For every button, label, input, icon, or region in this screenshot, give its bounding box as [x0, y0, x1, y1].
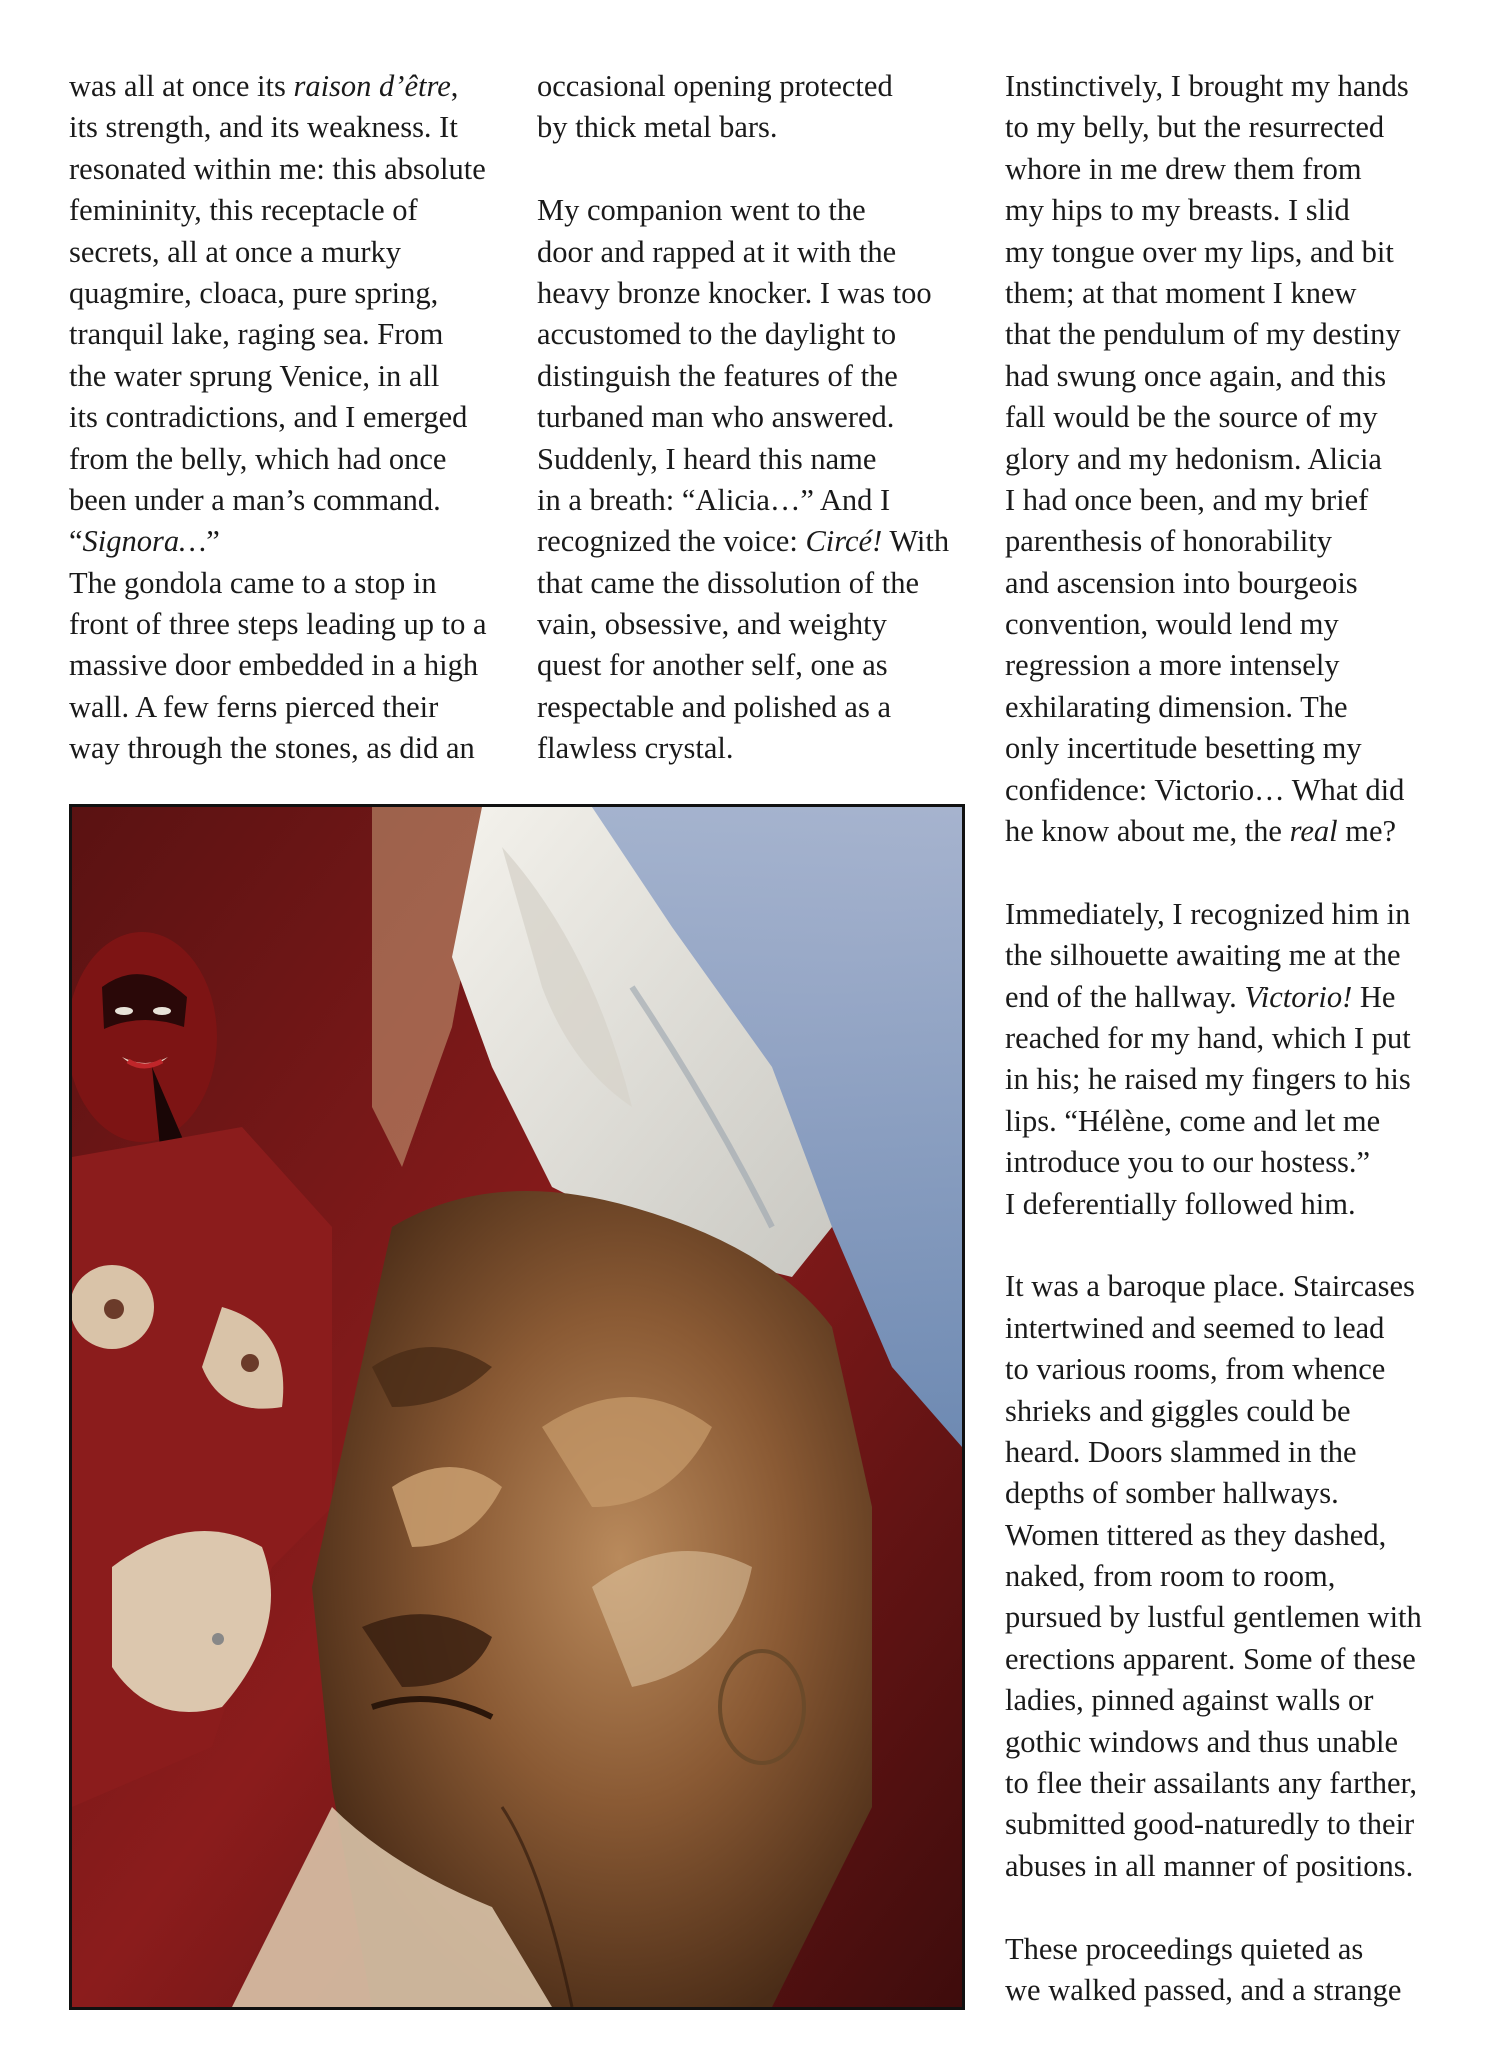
text-line: [1005, 1556, 1445, 1597]
text-run: These proceedings quieted as: [1005, 1931, 1364, 1966]
text-line: [69, 273, 499, 314]
text-line: [1005, 66, 1445, 107]
text-run: that the pendulum of my destiny: [1005, 317, 1401, 352]
text-line: [1005, 1018, 1445, 1059]
text-run: With: [882, 524, 950, 559]
text-run: femininity, this receptacle of: [69, 193, 418, 228]
text-line: [537, 356, 967, 397]
text-run: by thick metal bars.: [537, 110, 778, 145]
watercolor-illustration: [69, 804, 965, 2010]
text-run: regression a more intensely: [1005, 648, 1340, 683]
text-line: [69, 232, 499, 273]
illustration-artwork: [72, 807, 962, 2007]
italic-text: Circé!: [805, 524, 883, 559]
text-run: glory and my hedonism. Alicia: [1005, 441, 1382, 476]
text-line: [1005, 1142, 1445, 1183]
text-line: [1005, 107, 1445, 148]
text-run: quagmire, cloaca, pure spring,: [69, 275, 439, 310]
text-run: heavy bronze knocker. I was too: [537, 275, 932, 310]
text-line: [1005, 935, 1445, 976]
text-line: [1005, 314, 1445, 355]
text-line: [537, 521, 967, 562]
text-run: recognized the voice:: [537, 524, 806, 559]
text-run: The gondola came to a stop in: [69, 565, 437, 600]
text-line: [1005, 1515, 1445, 1556]
text-line: [537, 563, 967, 604]
text-line: [1005, 645, 1445, 686]
text-line: [537, 439, 967, 480]
text-run: submitted good-naturedly to their: [1005, 1807, 1415, 1842]
text-run: my hips to my breasts. I slid: [1005, 193, 1350, 228]
text-run: in a breath: “Alicia…” And I: [537, 482, 891, 517]
text-run: to flee their assailants any farther,: [1005, 1766, 1418, 1801]
text-run: flawless crystal.: [537, 731, 734, 766]
text-run: parenthesis of honorability: [1005, 524, 1332, 559]
text-run: respectable and polished as a: [537, 689, 891, 724]
text-run: turbaned man who answered.: [537, 400, 895, 435]
text-line: [1005, 977, 1445, 1018]
text-run: I had once been, and my brief: [1005, 482, 1369, 517]
text-run: occasional opening protected: [537, 69, 893, 103]
text-run: gothic windows and thus unable: [1005, 1724, 1399, 1759]
text-run: He: [1352, 979, 1396, 1014]
text-line: [1005, 1266, 1445, 1307]
text-line: [1005, 1929, 1445, 1970]
text-line: [537, 66, 967, 107]
text-run: accustomed to the daylight to: [537, 317, 897, 352]
text-line: [1005, 1970, 1445, 2011]
text-line: [1005, 728, 1445, 769]
text-line: [69, 66, 499, 107]
text-run: way through the stones, as did an: [69, 731, 475, 766]
text-line: [1005, 770, 1445, 811]
text-line: [69, 107, 499, 148]
text-run: ”: [206, 524, 220, 559]
text-run: front of three steps leading up to a: [69, 607, 487, 642]
text-line: [1005, 190, 1445, 231]
text-line: [1005, 1101, 1445, 1142]
text-line: [537, 604, 967, 645]
text-run: Women tittered as they dashed,: [1005, 1517, 1387, 1552]
text-run: whore in me drew them from: [1005, 151, 1362, 186]
text-line: [1005, 356, 1445, 397]
text-line: [69, 521, 499, 562]
text-line: [1005, 1639, 1445, 1680]
text-line: [1005, 397, 1445, 438]
text-run: Immediately, I recognized him in: [1005, 896, 1411, 931]
text-line: [1005, 1846, 1445, 1887]
italic-text: raison d’être: [293, 69, 451, 103]
text-run: abuses in all manner of positions.: [1005, 1848, 1414, 1883]
text-run: that came the dissolution of the: [537, 565, 920, 600]
text-column-1: [69, 66, 499, 770]
text-line: [1005, 1391, 1445, 1432]
text-run: only incertitude besetting my: [1005, 731, 1362, 766]
text-run: massive door embedded in a high: [69, 648, 479, 683]
text-line: [69, 480, 499, 521]
text-run: distinguish the features of the: [537, 358, 898, 393]
text-run: intertwined and seemed to lead: [1005, 1310, 1385, 1345]
text-line: [537, 645, 967, 686]
text-line: [1005, 811, 1445, 852]
text-line: [537, 728, 967, 769]
text-line: [1005, 1184, 1445, 1225]
text-line: [1005, 1804, 1445, 1845]
text-run: I deferentially followed him.: [1005, 1186, 1356, 1221]
text-run: in his; he raised my fingers to his: [1005, 1062, 1411, 1097]
paragraph-break: [537, 149, 967, 190]
text-line: [69, 190, 499, 231]
text-run: vain, obsessive, and weighty: [537, 607, 887, 642]
text-run: Suddenly, I heard this name: [537, 441, 877, 476]
text-line: [69, 563, 499, 604]
text-line: [69, 149, 499, 190]
text-run: ,: [450, 69, 459, 103]
text-line: [1005, 149, 1445, 190]
text-line: [1005, 894, 1445, 935]
text-run: It was a baroque place. Staircases: [1005, 1269, 1415, 1304]
text-line: [1005, 1763, 1445, 1804]
text-line: [537, 480, 967, 521]
text-line: [69, 687, 499, 728]
paragraph-break: [1005, 852, 1445, 893]
text-line: [537, 314, 967, 355]
text-run: and ascension into bourgeois: [1005, 565, 1358, 600]
text-line: [1005, 604, 1445, 645]
italic-text: real: [1289, 814, 1338, 849]
text-line: [69, 439, 499, 480]
text-run: he know about me, the: [1005, 814, 1290, 849]
text-run: them; at that moment I knew: [1005, 275, 1357, 310]
text-line: [1005, 563, 1445, 604]
italic-text: Victorio!: [1244, 979, 1353, 1014]
text-line: [69, 645, 499, 686]
text-run: the water sprung Venice, in all: [69, 358, 440, 393]
text-run: from the belly, which had once: [69, 441, 447, 476]
text-line: [537, 107, 967, 148]
italic-text: Signora…: [82, 524, 207, 559]
text-run: its strength, and its weakness. It: [69, 110, 458, 145]
text-line: [537, 687, 967, 728]
text-line: [1005, 273, 1445, 314]
text-line: [1005, 439, 1445, 480]
text-run: end of the hallway.: [1005, 979, 1245, 1014]
text-line: [537, 397, 967, 438]
text-run: confidence: Victorio… What did: [1005, 772, 1405, 807]
text-line: [69, 356, 499, 397]
text-line: [1005, 1722, 1445, 1763]
text-line: [1005, 1680, 1445, 1721]
text-run: lips. “Hélène, come and let me: [1005, 1103, 1381, 1138]
text-run: been under a man’s command.: [69, 482, 441, 517]
text-run: to various rooms, from whence: [1005, 1352, 1386, 1387]
paragraph-break: [1005, 1225, 1445, 1266]
text-line: [69, 728, 499, 769]
text-run: resonated within me: this absolute: [69, 151, 486, 186]
text-line: [1005, 1308, 1445, 1349]
text-run: heard. Doors slammed in the: [1005, 1434, 1357, 1469]
text-run: tranquil lake, raging sea. From: [69, 317, 444, 352]
text-run: my tongue over my lips, and bit: [1005, 234, 1394, 269]
text-run: introduce you to our hostess.”: [1005, 1145, 1371, 1180]
text-run: me?: [1337, 814, 1397, 849]
text-run: My companion went to the: [537, 193, 866, 228]
text-run: depths of somber hallways.: [1005, 1476, 1339, 1511]
text-run: fall would be the source of my: [1005, 400, 1378, 435]
text-column-3: [1005, 66, 1445, 2011]
text-run: convention, would lend my: [1005, 607, 1339, 642]
text-run: the silhouette awaiting me at the: [1005, 938, 1401, 973]
text-run: was all at once its: [69, 69, 294, 103]
text-run: pursued by lustful gentlemen with: [1005, 1600, 1422, 1635]
text-line: [537, 190, 967, 231]
text-line: [537, 232, 967, 273]
text-run: naked, from room to room,: [1005, 1559, 1336, 1594]
text-run: erections apparent. Some of these: [1005, 1641, 1416, 1676]
text-line: [69, 314, 499, 355]
text-line: [1005, 480, 1445, 521]
text-run: its contradictions, and I emerged: [69, 400, 468, 435]
text-run: “: [69, 524, 83, 559]
text-run: wall. A few ferns pierced their: [69, 689, 439, 724]
text-run: reached for my hand, which I put: [1005, 1020, 1411, 1055]
text-run: door and rapped at it with the: [537, 234, 897, 269]
text-line: [1005, 232, 1445, 273]
text-column-2: [537, 66, 967, 770]
text-run: ladies, pinned against walls or: [1005, 1683, 1374, 1718]
text-line: [1005, 1432, 1445, 1473]
text-line: [69, 397, 499, 438]
text-line: [1005, 1473, 1445, 1514]
text-line: [1005, 1059, 1445, 1100]
text-run: to my belly, but the resurrected: [1005, 110, 1385, 145]
text-run: secrets, all at once a murky: [69, 234, 401, 269]
text-line: [537, 273, 967, 314]
text-run: shrieks and giggles could be: [1005, 1393, 1351, 1428]
text-run: exhilarating dimension. The: [1005, 689, 1348, 724]
text-line: [1005, 1597, 1445, 1638]
paragraph-break: [1005, 1887, 1445, 1928]
text-line: [1005, 687, 1445, 728]
text-run: quest for another self, one as: [537, 648, 888, 683]
text-run: had swung once again, and this: [1005, 358, 1387, 393]
text-run: Instinctively, I brought my hands: [1005, 69, 1409, 103]
text-line: [1005, 1349, 1445, 1390]
text-run: we walked passed, and a strange: [1005, 1972, 1402, 2007]
text-line: [69, 604, 499, 645]
text-line: [1005, 521, 1445, 562]
